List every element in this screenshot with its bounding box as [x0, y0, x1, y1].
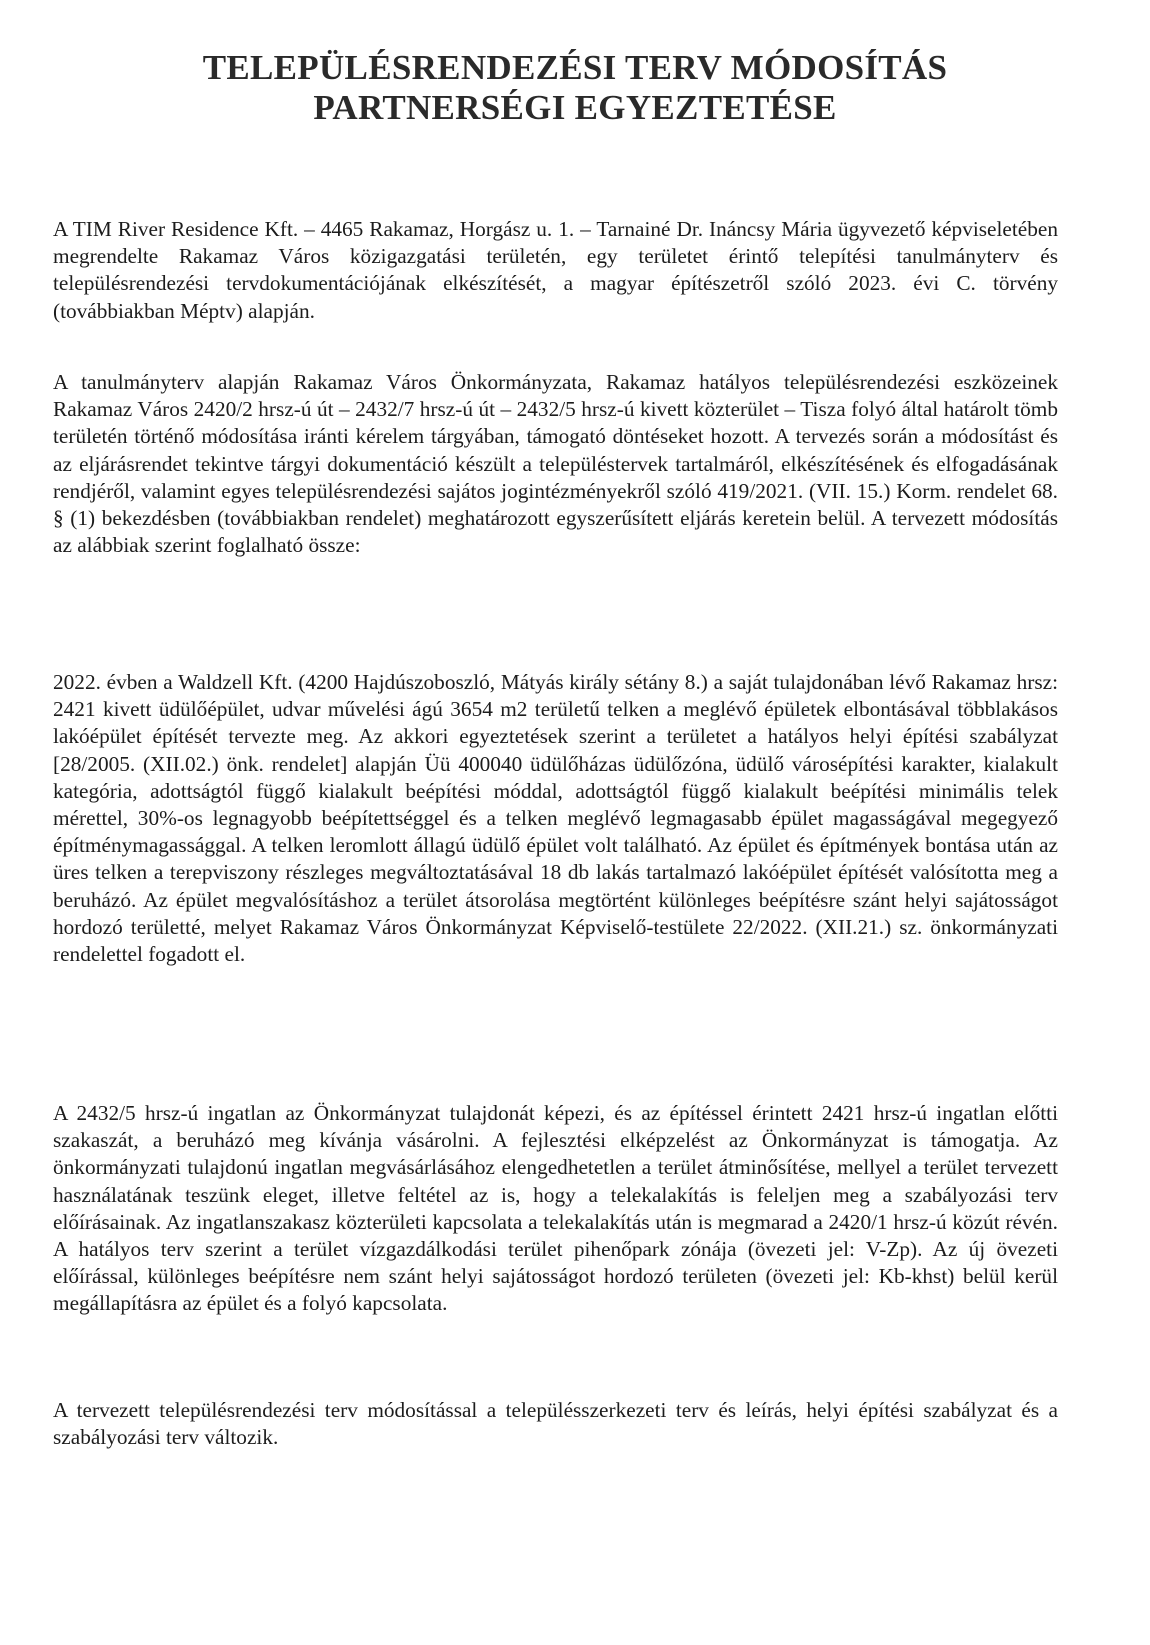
- paragraph-summary: A tervezett településrendezési terv módosítással a településszerkezeti terv és leírás, helyi építési szabályzat és a szabályozási terv változik.: [53, 1398, 1058, 1450]
- paragraph-history: 2022. évben a Waldzell Kft. (4200 Hajdúszoboszló, Mátyás király sétány 8.) a saját tulajdonában lévő Rakamaz hrsz: 2421 kivett üdülőépület, udvar művelési ágú 3654 m2 területű telken a meglévő épületek elbontásával többlakásos lakóépület építését tervezte meg. Az akkori egyeztetések szerint a területet a hatályos helyi építési szabályzat [28/2005. (XII.02.) önk. rendelet] alapján Üü 400040 üdülőházas üdülőzóna, üdülő városépítési karakter, kialakult kategória, adottságtól függő kialakult beépítési móddal, adottságtól függő kialakult beépítési minimális telek mérettel, 30%-os legnagyobb beépítettséggel és a telken meglévő legmagasabb épület magasságával megegyező építménymagassággal. A telken leromlott állagú üdülő épület volt található. Az épület és építmények bontása után az üres telken a terepviszony részleges megváltoztatásával 18 db lakás tartalmazó lakóépület építését valósította meg a beruházó. Az épület megvalósításhoz a terület átsorolása megtörtént különleges beépítésre szánt helyi sajátosságot hordozó területté, melyet Rakamaz Város Önkormányzat Képviselő-testülete 22/2022. (XII.21.) sz. önkormányzati rendelettel fogadott el.: [53, 670, 1058, 967]
- document-title: [0, 48, 1150, 128]
- title-line-1: TELEPÜLÉSRENDEZÉSI TERV MÓDOSÍTÁS: [202, 48, 948, 87]
- paragraph-property: A 2432/5 hrsz-ú ingatlan az Önkormányzat tulajdonát képezi, és az építéssel érintett 2421 hrsz-ú ingatlan előtti szakaszát, a beruházó meg kívánja vásárolni. A fejlesztési elképzelést az Önkormányzat is támogatja. Az önkormányzati tulajdonú ingatlan megvásárlásához elengedhetetlen a terület átminősítése, mellyel a terület tervezett használatának teszünk eleget, illetve feltétel az is, hogy a telekalakítás is feleljen meg a szabályozási terv előírásainak. Az ingatlanszakasz közterületi kapcsolata a telekalakítás után is megmarad a 2420/1 hrsz-ú közút révén. A hatályos terv szerint a terület vízgazdálkodási terület pihenőpark zónája (övezeti jel: V-Zp). Az új övezeti előírással, különleges beépítésre nem szánt helyi sajátosságot hordozó területen (övezeti jel: Kb-khst) belül kerül megállapításra az épület és a folyó kapcsolata.: [53, 1101, 1058, 1316]
- paragraph-commission: A TIM River Residence Kft. – 4465 Rakamaz, Horgász u. 1. – Tarnainé Dr. Ináncsy Mária ügyvezető képviseletében megrendelte Rakamaz Város közigazgatási területén, egy területet érintő telepítési tanulmányterv és településrendezési tervdokumentációjának elkészítését, a magyar építészetről szóló 2023. évi C. törvény (továbbiakban Méptv) alapján.: [53, 217, 1058, 323]
- paragraph-study-plan: A tanulmányterv alapján Rakamaz Város Önkormányzata, Rakamaz hatályos településrendezési eszközeinek Rakamaz Város 2420/2 hrsz-ú út – 2432/7 hrsz-ú út – 2432/5 hrsz-ú kivett közterület – Tisza folyó által határolt tömb területén történő módosítása iránti kérelem tárgyában, támogató döntéseket hozott. A tervezés során a módosítást és az eljárásrendet tekintve tárgyi dokumentáció készült a településtervek tartalmáról, elkészítésének és elfogadásának rendjéről, valamint egyes településrendezési sajátos jogintézményekről szóló 419/2021. (VII. 15.) Korm. rendelet 68. § (1) bekezdésben (továbbiakban rendelet) meghatározott egyszerűsített eljárás keretein belül. A tervezett módosítás az alábbiak szerint foglalható össze:: [53, 370, 1058, 558]
- title-line-2: PARTNERSÉGI EGYEZTETÉSE: [313, 88, 837, 127]
